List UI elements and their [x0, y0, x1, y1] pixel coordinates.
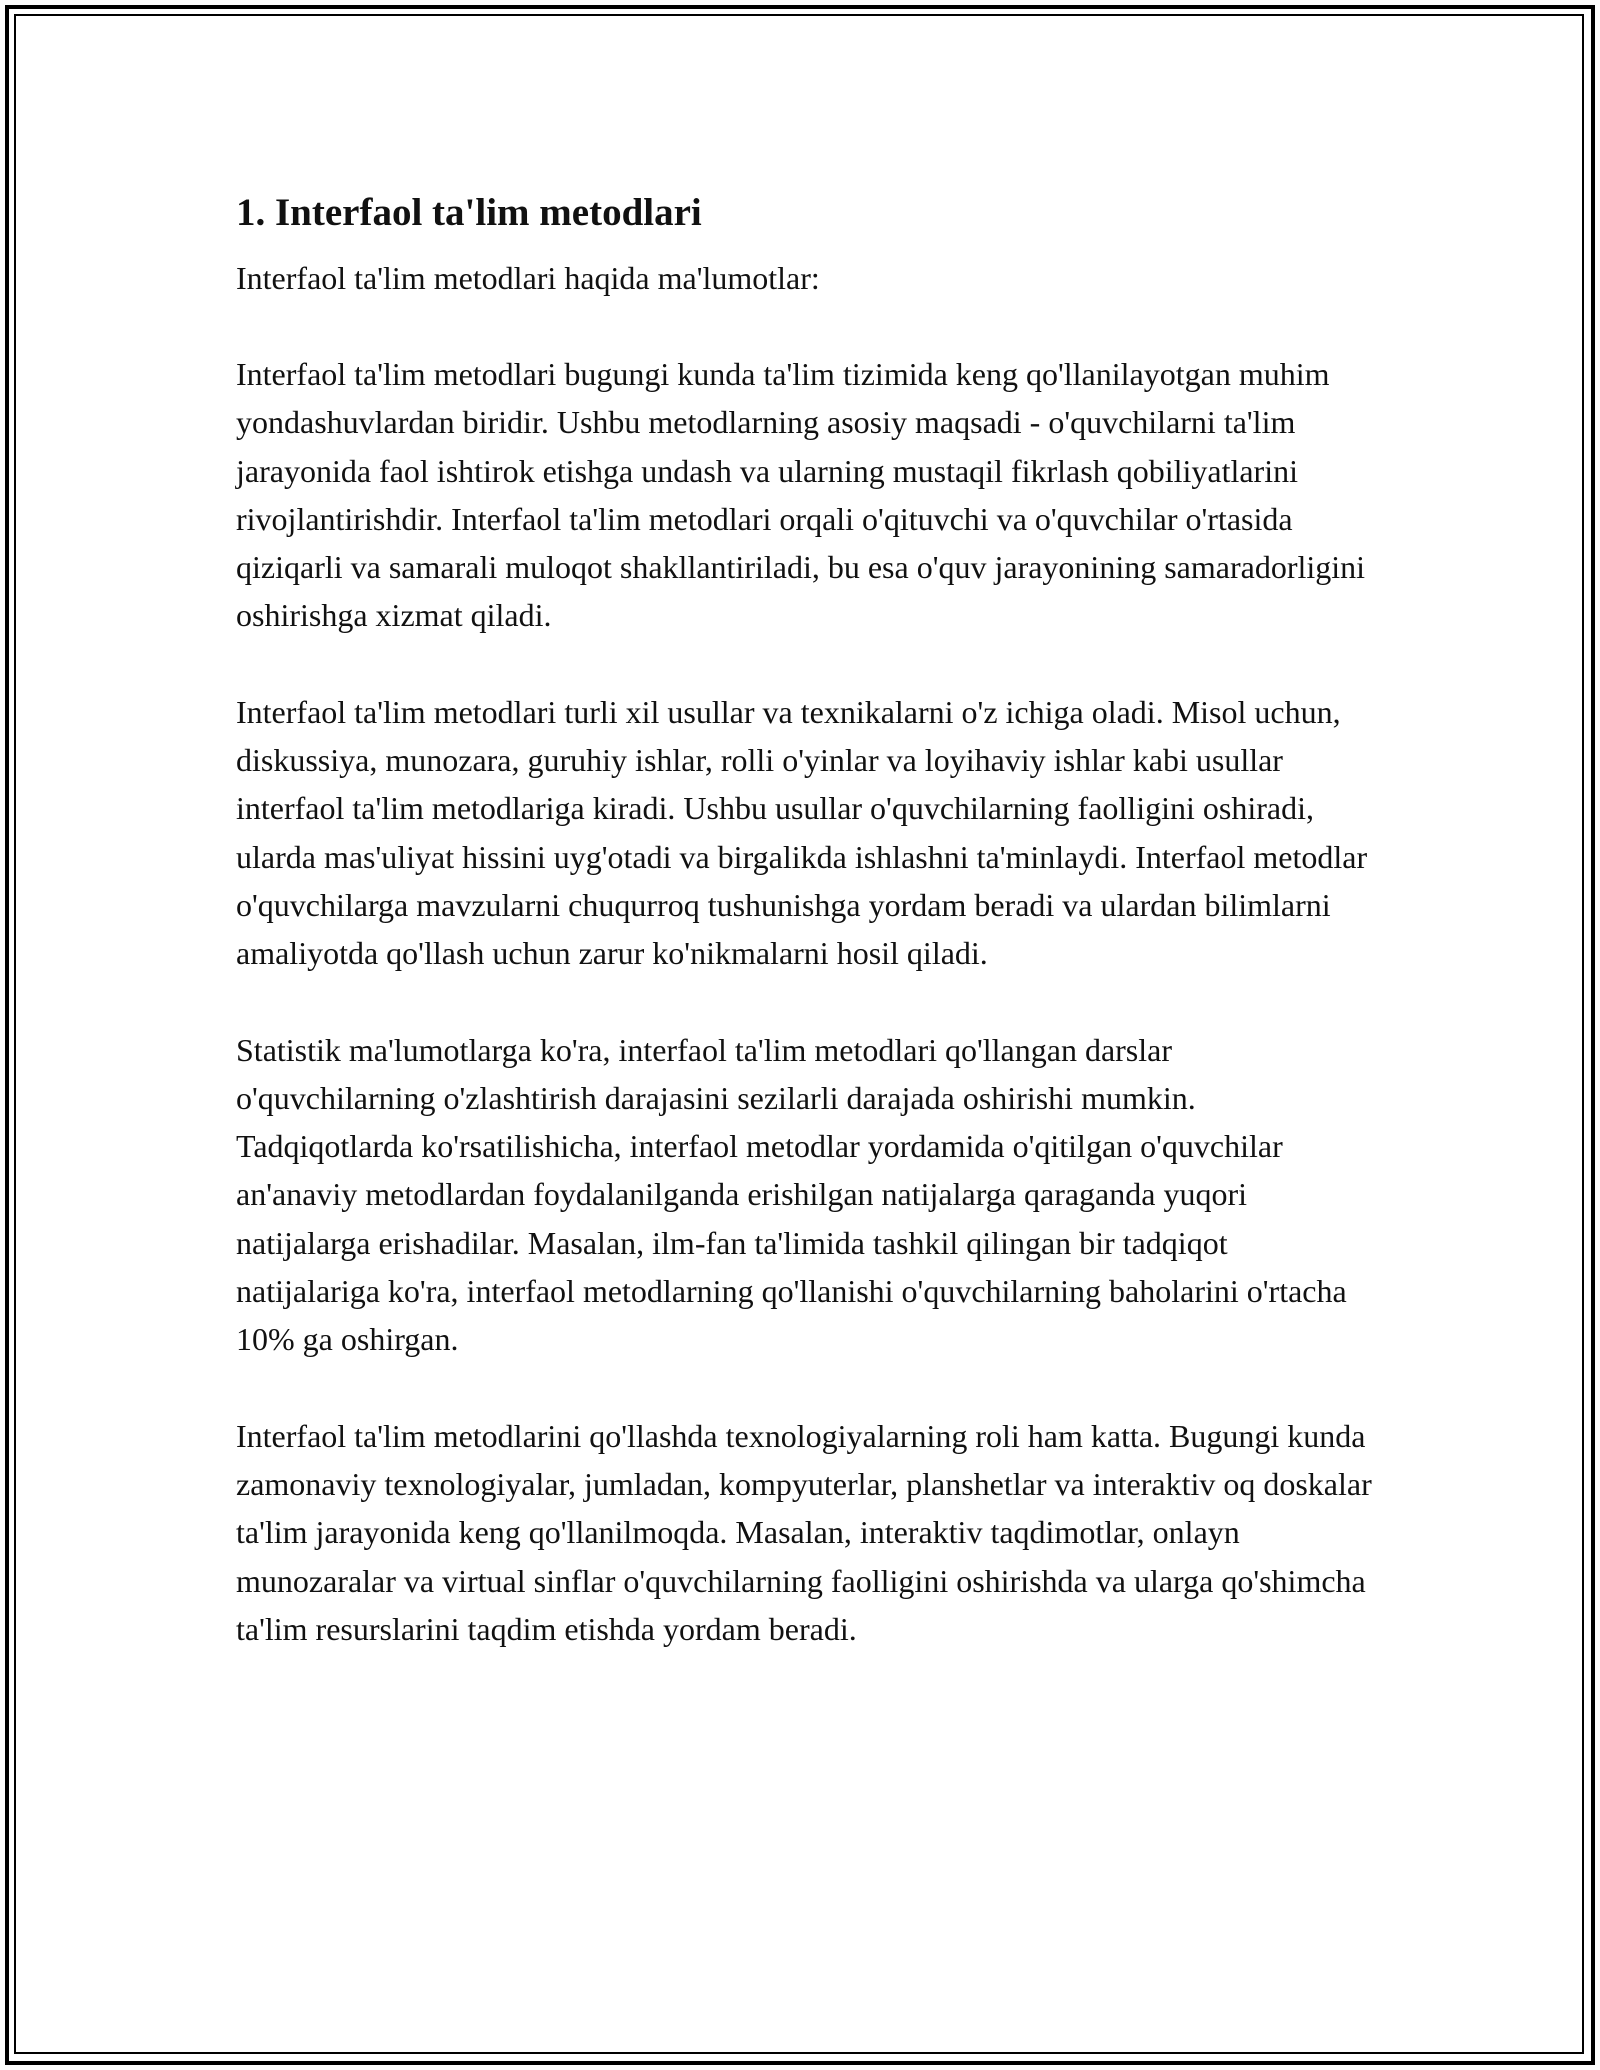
paragraph-1: Interfaol ta'lim metodlari bugungi kunda ta'lim tizimida keng qo'llanilayotgan muhim yondashuvlardan biridir. Ushbu metodlarning asosiy maqsadi - o'quvchilarni ta'lim jarayonida faol ishtirok etishga undash va ularning mustaqil fikrlash qobiliyatlarini rivojlantirishdir. Interfaol ta'lim metodlari orqali o'qituvchi va o'quvchilar o'rtasida qiziqarli va samarali muloqot shakllantiriladi, bu esa o'quv jarayonining samaradorligini oshirishga xizmat qiladi.	[236, 356, 1366, 634]
paragraph-3: Statistik ma'lumotlarga ko'ra, interfaol ta'lim metodlari qo'llangan darslar o'quvchilarning o'zlashtirish darajasini sezilarli darajada oshirishi mumkin. Tadqiqotlarda ko'rsatilishicha, interfaol metodlar yordamida o'qitilgan o'quvchilar an'anaviy metodlardan foydalanilganda erishilgan natijalarga qaraganda yuqori natijalarga erishadilar. Masalan, ilm-fan ta'limida tashkil qilingan bir tadqiqot natijalariga ko'ra, interfaol metodlarning qo'llanishi o'quvchilarning baholarini o'rtacha 10% ga oshirgan.	[236, 1031, 1347, 1358]
section-heading: 1. Interfaol ta'lim metodlari	[236, 191, 702, 234]
paragraph-4: Interfaol ta'lim metodlarini qo'llashda texnologiyalarning roli ham katta. Bugungi kunda zamonaviy texnologiyalar, jumladan, kompyuterlar, planshetlar va interaktiv oq doskalar ta'lim jarayonida keng qo'llanilmoqda. Masalan, interaktiv taqdimotlar, onlayn munozaralar va virtual sinflar o'quvchilarning faolligini oshirishda va ularga qo'shimcha ta'lim resurslarini taqdim etishda yordam beradi.	[236, 1417, 1372, 1647]
document-body	[236, 183, 1376, 1653]
intro-line: Interfaol ta'lim metodlari haqida ma'lumotlar:	[236, 260, 820, 296]
paragraph-2: Interfaol ta'lim metodlari turli xil usullar va texnikalarni o'z ichiga oladi. Misol uchun, diskussiya, munozara, guruhiy ishlar, rolli o'yinlar va loyihaviy ishlar kabi usullar interfaol ta'lim metodlariga kiradi. Ushbu usullar o'quvchilarning faolligini oshiradi, ularda mas'uliyat hissini uyg'otadi va birgalikda ishlashni ta'minlaydi. Interfaol metodlar o'quvchilarga mavzularni chuqurroq tushunishga yordam beradi va ulardan bilimlarni amaliyotda qo'llash uchun zarur ko'nikmalarni hosil qiladi.	[236, 693, 1368, 972]
